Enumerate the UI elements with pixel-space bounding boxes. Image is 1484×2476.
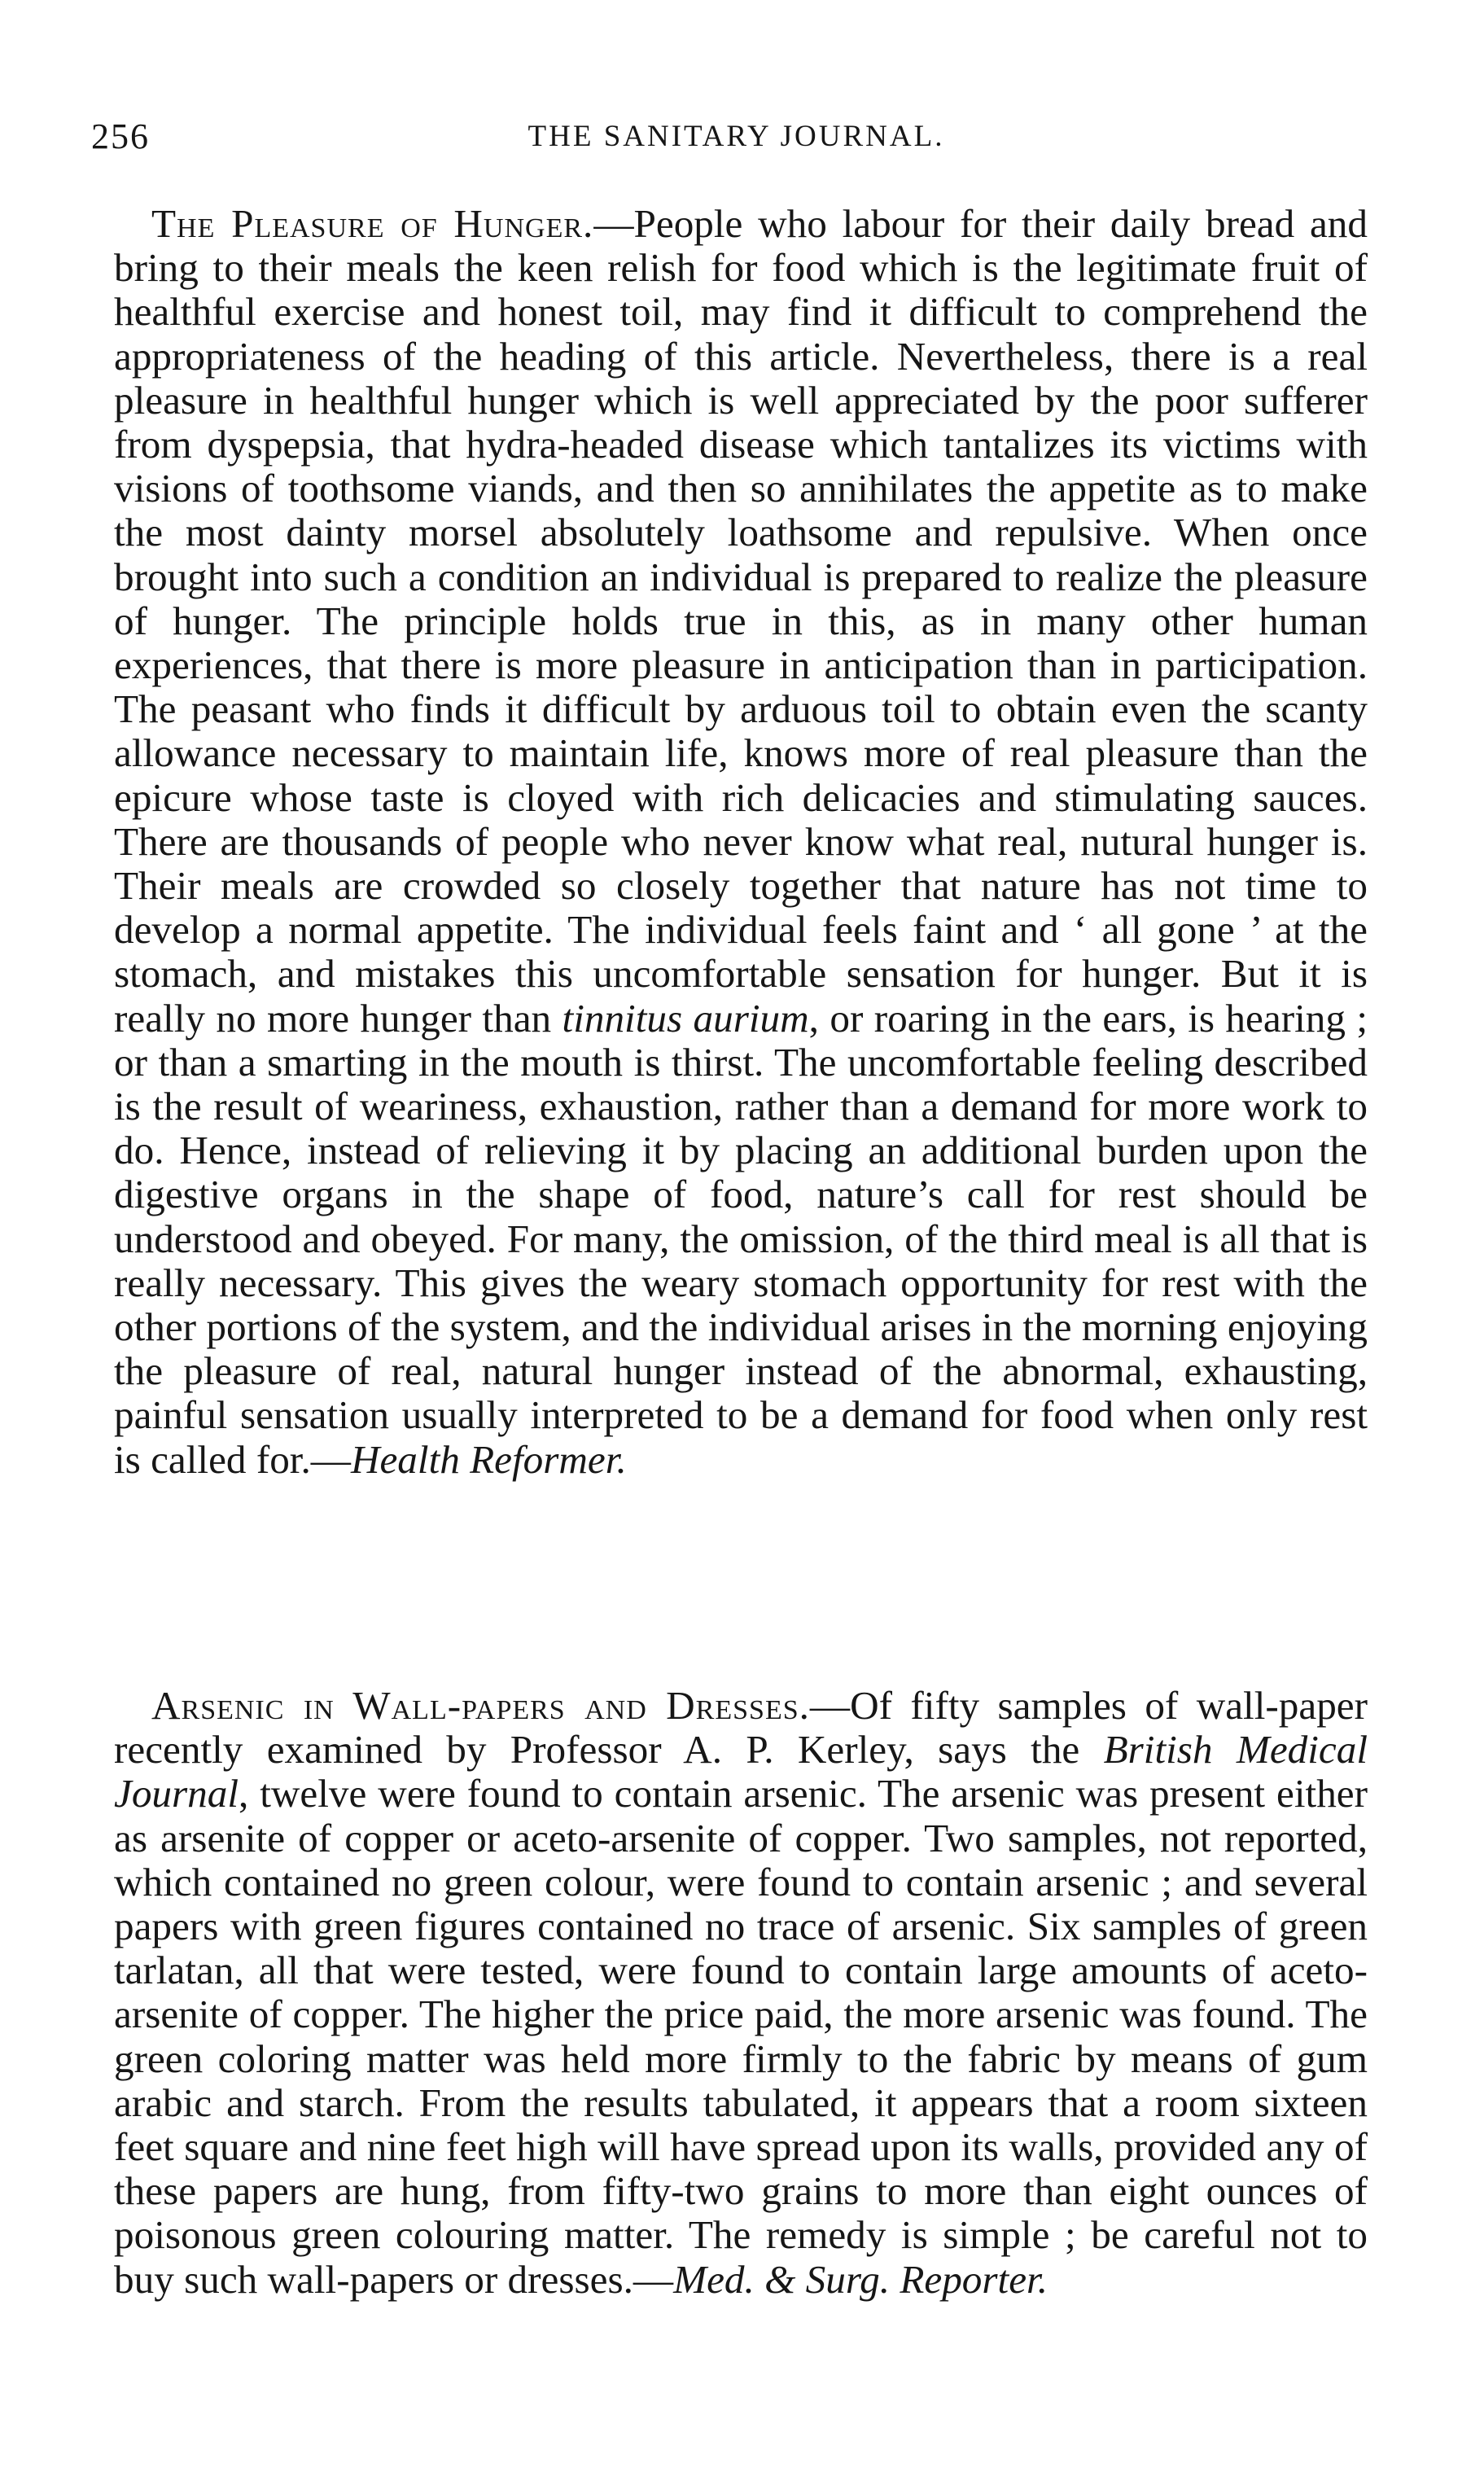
article-heading: Arsenic in Wall-papers and Dresses. xyxy=(151,1683,810,1728)
article-body-text: , or roaring in the ears, is hearing ; or than a smarting in the mouth is thirst. The uncomfortable feeling described is the result of weariness, exhaustion, rather than a demand for more work to do. Hence, instead of relieving it by placing an additional burden upon the digestive organs in the shape of food, nature’s call for rest should be understood and obeyed. For many, the omission, of the third meal is all that is really necessary. This gives the weary stomach opportunity for rest with the other portions of the system, and the individual arises in the morning enjoying the pleasure of real, natural hunger instead of the abnormal, exhausting, painful sensation usually interpreted to be a demand for food when only rest is called for.— xyxy=(114,995,1368,1482)
article-body-text: —Of fifty samples of wall-paper recently examined by Professor A. P. Kerley, says the xyxy=(114,1683,1368,1773)
page-number: 256 xyxy=(91,116,150,156)
article-source: Health Reformer. xyxy=(350,1436,627,1482)
article-body-text: —People who labour for their daily bread and bring to their meals the keen relish for food which is the legitimate fruit of healthful exercise and honest toil, may find it difficult to comprehend the appropriateness of the heading of this article. Nevertheless, there is a real pleasure in healthful hunger which is well appreciated by the poor sufferer from dyspepsia, that hydra-headed disease which tantalizes its victims with visions of toothsome viands, and then so annihilates the appetite as to make the most dainty morsel absolutely loathsome and repulsive. When once brought into such a condition an individual is prepared to realize the pleasure of hunger. The principle holds true in this, as in many other human experiences, that there is more pleasure in anticipation than in participation. The peasant who finds it difficult by arduous toil to obtain even the scanty allowance necessary to maintain life, knows more of real pleasure than the epicure whose taste is cloyed with rich delicacies and stimulating sauces. There are thousands of people who never know what real, nutural hunger is. Their meals are crowded so closely together that nature has not time to develop a normal appetite. The individual feels faint and ‘ all gone ’ at the stomach, and mistakes this uncomfortable sensation for hunger. But it is really no more hunger than xyxy=(114,201,1368,1041)
article-source: Med. & Surg. Reporter. xyxy=(673,2256,1048,2302)
article-arsenic-in-wall-papers xyxy=(114,1684,1368,2302)
running-head xyxy=(91,116,1381,164)
article-heading: The Pleasure of Hunger. xyxy=(151,201,594,246)
article-body-text: , twelve were found to contain arsenic. The arsenic was present either as arsenite of copper or aceto-arsenite of copper. Two samples, not reported, which contained no green colour, were found to contain arsenic ; and several papers with green figures contained no trace of arsenic. Six samples of green tarlatan, all that were tested, were found to contain large amounts of aceto-arsenite of copper. The higher the price paid, the more arsenic was found. The green coloring matter was held more firmly to the fabric by means of gum arabic and starch. From the results tabulated, it appears that a room sixteen feet square and nine feet high will have spread upon its walls, provided any of these papers are hung, from fifty-two grains to more than eight ounces of poisonous green colouring matter. The remedy is simple ; be careful not to buy such wall-papers or dresses.— xyxy=(114,1771,1368,2302)
journal-title: THE SANITARY JOURNAL. xyxy=(527,120,945,153)
article-pleasure-of-hunger xyxy=(114,202,1368,1482)
italic-term: British Medical Journal xyxy=(114,1727,1368,1816)
italic-term: tinnitus aurium xyxy=(562,995,809,1041)
